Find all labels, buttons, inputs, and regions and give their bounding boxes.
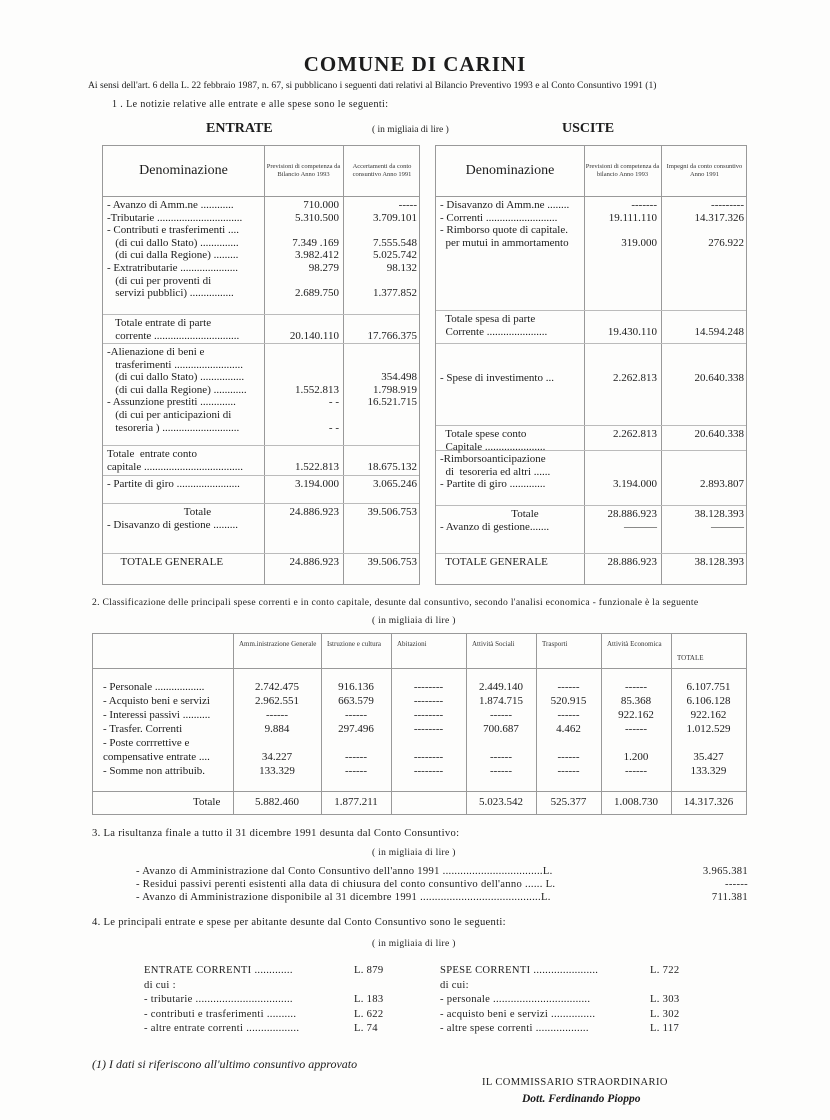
value-previsioni: 710.000 [303,199,339,211]
row-label: (di cui dallo Stato) ................ [107,371,245,384]
value-previsioni: - - [328,421,339,434]
section4-unit: ( in migliaia di lire ) [372,939,456,949]
value-consuntivo: 5.025.742 [373,249,417,262]
table-header [103,146,419,197]
table-row [103,199,419,212]
header-cell-0: Denominazione [465,163,555,178]
entrate-heading: ENTRATE [206,121,273,136]
value-previsioni: 28.886.923 [607,508,657,520]
total-value: 14.317.326 [683,796,734,808]
table-section [436,506,746,554]
value-consuntivo: 16.521.715 [367,396,417,409]
header-cell-0: Denominazione [139,163,228,178]
value-consuntivo: 98.132 [386,261,417,274]
table-row [103,556,419,569]
value-previsioni: 2.262.813 [613,372,657,384]
cell-value: 6.107.751 [686,681,731,693]
per-capita-value: L. 879 [354,965,384,976]
per-capita-value: L. 303 [650,994,680,1005]
header-cell-2: Accertamenti da conto consuntivo Anno 1991 [352,163,412,178]
result-value: 711.381 [711,892,748,903]
table-row [103,262,419,275]
value-previsioni: 1.552.813 [295,383,339,396]
table-row [436,478,746,491]
table-row [103,212,419,225]
column-header: Abitazioni [397,640,427,648]
table-row [436,199,746,212]
per-capita-value: L. 622 [354,1008,384,1020]
cell-value: ------ [490,751,512,763]
row-label: TOTALE GENERALE [440,556,548,568]
cell-value: ------ [345,709,367,721]
row-label: - Correnti .......................... [440,211,558,224]
cell-value: ------ [345,765,367,777]
row-label: (di cui per proventi di [107,274,212,287]
table-row [103,359,419,372]
row-label: - Contributi e trasferimenti .... [107,224,239,237]
cell-value: ------ [557,681,580,693]
value-previsioni: 24.886.923 [289,556,339,568]
table-row [436,428,746,441]
row-label: corrente ............................... [107,329,240,342]
table-body [103,197,419,584]
total-row [93,795,746,809]
row-label: - Spese di investimento ... [440,372,554,384]
table-row [93,694,746,708]
row-label: - Partite di giro ....................... [107,478,240,490]
table-section [436,451,746,506]
row-label: servizi pubblici) ................ [107,287,234,300]
row-label: - Disavanzo di gestione ......... [107,518,239,531]
table-section [436,344,746,426]
cell-value: 1.874.715 [479,695,523,707]
uscite-table [435,145,747,585]
table-row [93,708,746,722]
value-consuntivo: 20.640.338 [694,428,744,440]
row-label: Totale entrate conto [107,448,197,460]
value-previsioni: 19.111.110 [608,211,657,224]
table-row [103,409,419,422]
row-label: Totale [107,506,212,518]
result-value: 3.965.381 [702,866,748,877]
total-label: Totale [193,796,221,808]
table-row [436,466,746,479]
cell-value: -------- [413,751,444,763]
cell-value: -------- [413,765,444,777]
value-previsioni: 98.279 [308,261,339,274]
cell-value: -------- [413,681,444,693]
column-header: Attività Sociali [472,640,515,648]
per-capita-label: - tributarie ................................. [144,994,293,1005]
table-body [436,197,746,584]
section3-unit: ( in migliaia di lire ) [372,848,456,858]
section1-heading: 1 . Le notizie relative alle entrate e alle spese sono le seguenti: [112,99,389,110]
table-row [103,448,419,461]
value-consuntivo: 1.377.852 [373,287,417,300]
value-previsioni: 7.349 .169 [292,236,339,249]
cell-value: 2.742.475 [255,681,299,693]
cell-value: ------ [490,765,512,777]
cell-value: ------ [557,709,580,721]
cell-value: 4.462 [556,723,581,735]
row-label: Totale entrate di parte [107,317,212,329]
total-value: 525.377 [550,796,587,808]
value-previsioni: 3.194.000 [613,478,657,491]
row-label: - Interessi passivi .......... [103,709,211,721]
cell-value: 916.136 [338,681,374,693]
table-row [93,750,746,764]
value-previsioni: 1.522.813 [295,460,339,473]
value-consuntivo: 2.893.807 [700,478,744,491]
table-row [103,346,419,359]
value-consuntivo: 39.506.753 [367,506,417,518]
table-section [103,504,419,554]
value-consuntivo: 354.498 [381,371,417,384]
value-previsioni: 20.140.110 [289,329,339,342]
value-consuntivo: 14.317.326 [694,211,744,224]
value-consuntivo: 3.709.101 [373,211,417,224]
table-row [103,330,419,343]
table-row [103,287,419,300]
per-capita-label: - contributi e trasferimenti .......... [144,1008,297,1020]
per-capita-value: L. 117 [650,1023,680,1034]
table-row [93,722,746,736]
cell-value: 663.579 [338,695,374,707]
table-row [436,556,746,569]
row-label: -Alienazione di beni e [107,346,205,358]
value-previsioni: 5.310.500 [295,211,339,224]
table-section [103,476,419,504]
table-section [103,315,419,344]
table-row [103,422,419,435]
header-cell-2: Impegni da conto consuntivo Anno 1991 [666,163,743,178]
row-label: Corrente ...................... [440,325,548,338]
row-label: - Avanzo di Amm.ne ............ [107,199,234,211]
column-header: Trasporti [542,640,568,648]
value-previsioni: 319.000 [621,236,657,249]
table-section [103,344,419,446]
value-consuntivo: ——— [711,520,744,533]
table-section [103,446,419,476]
row-label: capitale .................................... [107,460,243,473]
result-value: ------ [725,879,748,890]
cell-value: ------ [625,765,647,777]
per-capita-label: - altre entrate correnti .................. [144,1023,300,1034]
cell-value: 922.162 [618,709,654,721]
row-label: - Rimborso quote di capitale. [440,224,568,237]
value-consuntivo: --------- [711,199,744,211]
table-row [436,212,746,225]
table-row [93,736,746,750]
cell-value: 133.329 [259,765,295,777]
row-label: (di cui per anticipazioni di [107,408,232,421]
row-label: TOTALE GENERALE [107,556,224,568]
uscite-heading: USCITE [562,121,615,136]
cell-value: ------ [266,709,288,721]
signature-role: IL COMMISSARIO STRAORDINARIO [482,1077,668,1088]
table-row [103,519,419,532]
row-label: (di cui dallo Stato) .............. [107,236,239,249]
per-capita-label: - altre spese correnti .................. [440,1023,589,1034]
row-label: - Partite di giro ............. [440,478,546,491]
table-header [436,146,746,197]
value-previsioni: 28.886.923 [607,556,657,568]
per-capita-label: ENTRATE CORRENTI ............. [144,965,293,976]
column-header: Istruzione e cultura [327,640,382,648]
total-value: 5.882.460 [255,796,299,808]
cell-value: 297.496 [338,723,374,735]
value-previsioni: 2.689.750 [295,287,339,300]
row-label: - Avanzo di gestione....... [440,520,550,533]
table-section [436,197,746,311]
row-label: - Poste corrrettive e [103,737,190,749]
result-label: - Avanzo di Amministrazione disponibile al 31 dicembre 1991 .........................................L. [136,892,551,903]
table-row [103,275,419,288]
table-row [103,461,419,474]
cell-value: 1.012.529 [686,723,731,735]
table-row [436,372,746,385]
total-divider [93,791,746,792]
row-label: Totale spese conto [440,428,527,440]
row-label: Totale [440,508,539,520]
unit-label: ( in migliaia di lire ) [372,125,449,135]
section2-unit: ( in migliaia di lire ) [372,616,456,626]
table-row [436,313,746,326]
value-consuntivo: 7.555.548 [373,236,417,249]
value-previsioni: 2.262.813 [613,428,657,440]
row-label: trasferimenti ......................... [107,358,243,371]
per-capita-value: L. 722 [650,965,680,976]
cell-value: ------ [345,751,367,763]
value-consuntivo: 20.640.338 [694,372,744,384]
cell-value: -------- [413,709,444,721]
per-capita-value: L. 183 [354,994,384,1005]
table-row [436,453,746,466]
value-consuntivo: 18.675.132 [367,460,417,473]
table-row [436,521,746,534]
row-label: - Extratributarie ..................... [107,261,239,274]
cell-value: ------ [490,709,512,721]
row-label: - Disavanzo di Amm.ne ........ [440,199,570,211]
table-row [103,396,419,409]
value-consuntivo: 3.065.246 [373,478,417,490]
table-section [436,311,746,344]
cell-value: -------- [413,695,444,707]
cell-value: 2.449.140 [479,681,523,693]
row-label: tesoreria ) ............................ [107,421,240,434]
total-value: 1.008.730 [614,796,658,808]
row-label: (di cui dalla Regione) ......... [107,249,239,262]
per-capita-label: di cui : [144,979,176,991]
row-label: Capitale ...................... [440,440,546,453]
row-label: Totale spesa di parte [440,313,536,325]
table-row [93,764,746,778]
value-previsioni: 3.194.000 [295,478,339,490]
row-label: - Personale .................. [103,681,205,693]
cell-value: 700.687 [483,723,519,735]
table-row [103,478,419,491]
cell-value: 9.884 [264,723,290,735]
column-header: Attività Economica [607,640,662,648]
per-capita-label: - acquisto beni e servizi ............... [440,1008,596,1020]
table-row [103,371,419,384]
table-row [436,237,746,250]
cell-value: 133.329 [690,765,727,777]
signature-name: Dott. Ferdinando Pioppo [522,1093,641,1105]
cell-value: 1.200 [623,751,649,763]
table-section [436,426,746,451]
classification-table [92,633,747,815]
section4-heading: 4. Le principali entrate e spese per abitante desunte dal Conto Consuntivo sono le seguenti: [92,917,506,928]
result-label: - Residui passivi perenti esistenti alla data di chiusura del conto consuntivo dell'anno ...... L. [136,879,556,890]
value-previsioni: - - [328,396,339,409]
table-row [103,224,419,237]
cell-value: ------ [557,751,580,763]
value-consuntivo: 38.128.393 [694,556,744,568]
row-label: di tesoreria ed altri ...... [440,465,551,478]
value-consuntivo: 276.922 [708,236,744,249]
intro-text: Ai sensi dell'art. 6 della L. 22 febbraio 1987, n. 67, si pubblicano i seguenti dati relativi al Bilancio Preventivo 1993 e al Conto Consuntivo 1991 (1) [88,80,657,91]
header-cell-1: Previsioni di competenza da bilancio Anno 1993 [585,163,660,178]
value-consuntivo: ----- [398,199,417,211]
footnote: (1) I dati si riferiscono all'ultimo consuntivo approvato [92,1057,358,1071]
per-capita-value: L. 74 [354,1023,378,1034]
table-row [93,680,746,694]
table-row [103,384,419,397]
value-previsioni: ------- [631,199,657,211]
per-capita-value: L. 302 [650,1008,680,1020]
value-previsioni: 3.982.412 [295,249,339,262]
total-value: 5.023.542 [479,796,523,808]
row-label: -Tributarie ............................... [107,211,243,224]
cell-value: 520.915 [550,695,587,707]
cell-value: -------- [413,723,444,735]
value-previsioni: 24.886.923 [289,506,339,518]
cell-value: 922.162 [690,709,727,721]
table-row [436,326,746,339]
column-header: TOTALE [677,654,704,662]
table-row [103,317,419,330]
row-label: - Assunzione prestiti ............. [107,396,236,409]
row-label: (di cui dalla Regione) ............ [107,383,247,396]
page-title: COMUNE DI CARINI [303,52,527,76]
section2-heading: 2. Classificazione delle principali spese correnti e in conto capitale, desunte dal consuntivo, secondo l'analisi economica - funzionale è la seguente [92,597,699,608]
entrate-table [102,145,420,585]
value-consuntivo: 1.798.919 [373,383,417,396]
cell-value: 2.962.551 [255,695,299,707]
header-cell-1: Previsioni di competenza da Bilancio Anno 1993 [266,163,341,178]
value-previsioni: ——— [624,520,657,533]
table-row [436,224,746,237]
cell-value: ------ [625,723,647,735]
row-label: per mutui in ammortamento [440,236,569,249]
cell-value: 34.227 [261,751,293,763]
cell-value: ------ [557,765,580,777]
table-row [436,508,746,521]
result-label: - Avanzo di Amministrazione dal Conto Consuntivo dell'anno 1991 ..................................L. [136,866,553,877]
value-consuntivo: 39.506.753 [367,556,417,568]
table-section [436,554,746,584]
table-row [103,237,419,250]
cell-value: 6.106.128 [686,695,731,707]
value-consuntivo: 38.128.393 [694,508,744,520]
row-label: compensative entrate .... [103,751,210,763]
value-previsioni: 19.430.110 [607,325,657,338]
per-capita-label: - personale ................................. [440,994,591,1005]
row-label: - Trasfer. Correnti [103,723,183,735]
row-label: -Rimborsoanticipazione [440,453,546,465]
cell-value: 35.427 [693,751,724,763]
total-value: 1.877.211 [334,796,378,808]
per-capita-label: di cui: [440,979,469,991]
cell-value: 85.368 [620,695,652,707]
value-consuntivo: 17.766.375 [367,329,417,342]
cell-value: ------ [625,681,647,693]
per-capita-label: SPESE CORRENTI ...................... [440,965,599,976]
table-section [103,554,419,584]
section3-heading: 3. La risultanza finale a tutto il 31 dicembre 1991 desunta dal Conto Consuntivo: [92,828,460,839]
column-header: Amm.inistrazione Generale [239,640,317,648]
value-consuntivo: 14.594.248 [694,325,744,338]
row-label: - Somme non attribuib. [103,765,206,777]
table-row [103,249,419,262]
table-row [103,506,419,519]
table-section [103,197,419,315]
row-label: - Acquisto beni e servizi [103,695,210,707]
